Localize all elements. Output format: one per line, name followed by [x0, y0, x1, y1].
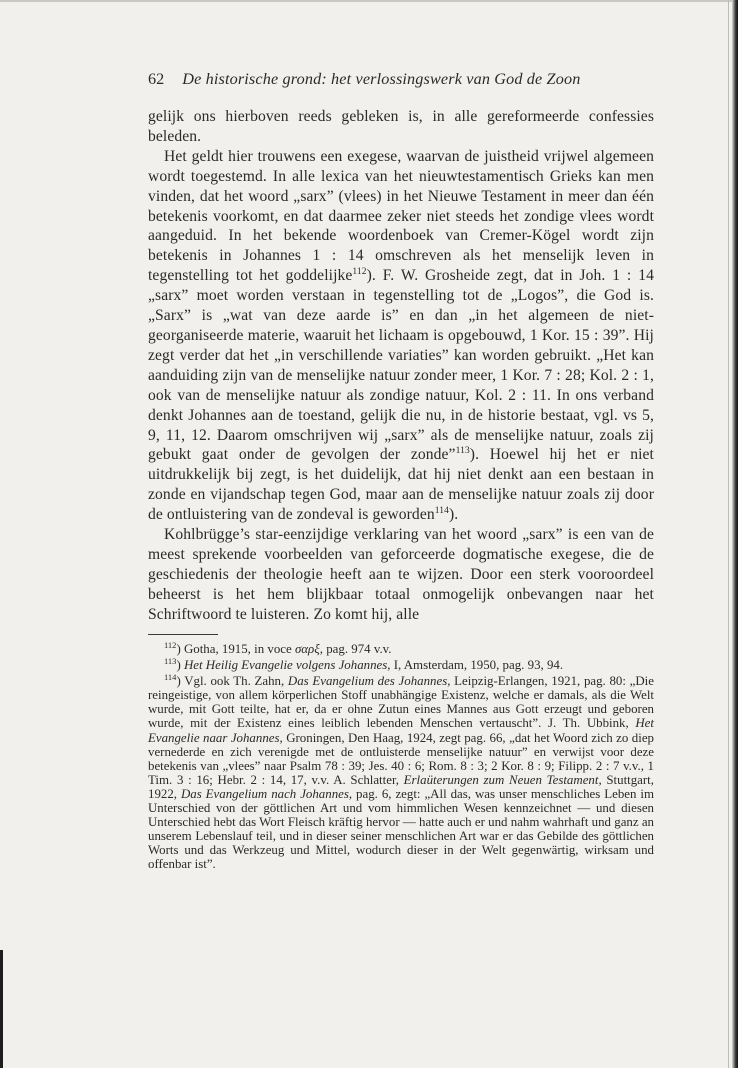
footnote-text: pag. 6, zegt: „All das, was unser menschliches Leben im Unterschied von der göttlichen Art und vom himmlichen Wesen kennzeichnet — und diesen Unterschied hebt das Wort Fleisch kräftig hervor — hatte auch er und nahm wahrhaft und ganz an unserem Lebenslauf teil, und in dieser seiner menschlichen Art war er das Gebilde des göttlichen Worts und das Werkzeug und Mittel, wodurch dieser in der Welt gegenwärtig, wirksam und offenbar ist”. [148, 786, 654, 872]
footnote-114 [148, 674, 654, 871]
paragraph-1: gelijk ons hierboven reeds gebleken is, in alle gereformeerde confessies beleden. [148, 108, 654, 145]
greek-word: σαρξ [294, 642, 320, 656]
footnote-ref-113[interactable]: 113 [455, 446, 470, 457]
footnote-text: Groningen, Den Haag, 1924, zegt pag. 66, „dat het Woord zich zo diep vernederde en zich verenigde met de ontluisterde menselijke natuur” en verwijst voor deze betekenis van „vlees” naar Psalm 78 : 39; Jes. 40 : 6; Rom. 8 : 3; 2 Kor. 8 : 9; Filipp. 2 : 7 v.v., 1 Tim. 3 : 16; Hebr. 2 : 14, 17, v.v. A. Schlatter, [148, 730, 654, 787]
footnote-number: 113 [164, 656, 177, 667]
footnote-text: ) [176, 658, 184, 673]
page-top-border [0, 0, 738, 2]
page-edge-line [728, 0, 729, 1068]
paragraph-2-part-a: Het geldt hier trouwens een exegese, waarvan de juistheid vrijwel algemeen wordt toegestemd. In alle lexica van het nieuwtestamentisch Grieks kan men vinden, dat het woord „sarx” (vlees) in het Nieuwe Testament in meer dan één betekenis voorkomt, en dat daarmee zeker niet steeds het zondige vlees wordt aangeduid. In het bekende woordenboek van Cremer-Kögel wordt zijn betekenis in Johannes 1 : 14 omschreven als het menselijk leven in tegenstelling tot het goddelijke [148, 147, 654, 285]
footnote-separator [148, 634, 218, 635]
main-text [148, 107, 654, 625]
page-number: 62 [148, 70, 165, 88]
footnotes [148, 642, 654, 874]
footnote-text: Leipzig-Erlangen, 1921, pag. 80: „Die reingeistige, von allem körperlichen Stoff unabhängige Existenz, welche er damals, als die Welt wurde, mit Gott teilte, hat er, da er ohne Zutun eines Mannes aus Gott erzeugt und geboren wurde, mit der Existenz eines leiblich lebenden Menschen vertauscht”. J. Th. Ubbink, [148, 674, 654, 731]
footnote-113 [148, 658, 654, 672]
paragraph-2-part-b: ). F. W. Grosheide zegt, dat in Joh. 1 : 14 „sarx” moet worden verstaan in tegenstelling tot de „Logos”, die God is. „Sarx” is „wat van deze aarde is” en dan „in het algemeen de niet-georganiseerde materie, waaruit het lichaam is opgebouwd, 1 Kor. 15 : 39”. Hij zegt verder dat het „in verschillende variaties” kan worden gebruikt. „Het kan aanduiding zijn van de menselijke natuur zonder meer, 1 Kor. 7 : 28; Kol. 2 : 1, ook van de menselijke natuur als zondige natuur, Kol. 2 : 11. In ons verband denkt Johannes aan de toestand, gelijk die nu, in de historie bestaat, vgl. vs 5, 9, 11, 12. Daarom omschrijven wij „sarx” als de menselijke natuur, zoals zij gebukt gaat onder de gevolgen der zonde” [148, 267, 654, 464]
footnote-text: Stuttgart, 1922, [148, 772, 654, 801]
scan-right-edge [732, 0, 738, 1068]
book-title: Het Evangelie naar Johannes, [148, 716, 654, 745]
book-title: Erlaüterungen zum Neuen Testament, [403, 772, 602, 787]
footnote-number: 112 [164, 640, 177, 650]
footnote-number: 114 [164, 672, 177, 683]
running-header [148, 70, 654, 89]
book-title: Das Evangelium des Johannes, [287, 674, 451, 689]
footnote-text: ) Gotha, 1915, in voce [176, 642, 295, 656]
footnote-ref-114[interactable]: 114 [434, 506, 449, 517]
footnote-text: ) Vgl. ook Th. Zahn, [176, 674, 288, 689]
paragraph-2 [148, 147, 654, 525]
paragraph-3: Kohlbrügge’s star-eenzijdige verklaring van het woord „sarx” is een van de meest sprekende voorbeelden van geforceerde dogmatische exegese, die de geschiedenis der theologie heeft aan te wijzen. Door een sterk vooroordeel beheerst is het hem blijkbaar totaal onmogelijk onbevangen naar het Schriftwoord te luisteren. Zo komt hij, alle [148, 526, 654, 623]
paragraph-2-part-c: ). Hoewel hij het er niet uitdrukkelijk bij zegt, is het duidelijk, dat hij niet denkt aan een bestaan in zonde en vijandschap tegen God, maar aan de menselijke natuur zoals zij door de ontluistering van de zondeval is geworden [148, 446, 654, 524]
footnote-text: , pag. 974 v.v. [319, 642, 392, 656]
footnote-ref-112[interactable]: 112 [352, 267, 367, 278]
footnote-112 [148, 642, 654, 656]
scan-left-mark [0, 950, 3, 1068]
paragraph-2-part-d: ). [448, 506, 459, 524]
footnote-text: I, Amsterdam, 1950, pag. 93, 94. [390, 658, 564, 673]
book-title: Het Heilig Evangelie volgens Johannes, [183, 658, 391, 673]
running-title: De historische grond: het verlossingswerk van God de Zoon [182, 70, 581, 88]
book-title: Das Evangelium nach Johannes, [180, 786, 353, 801]
